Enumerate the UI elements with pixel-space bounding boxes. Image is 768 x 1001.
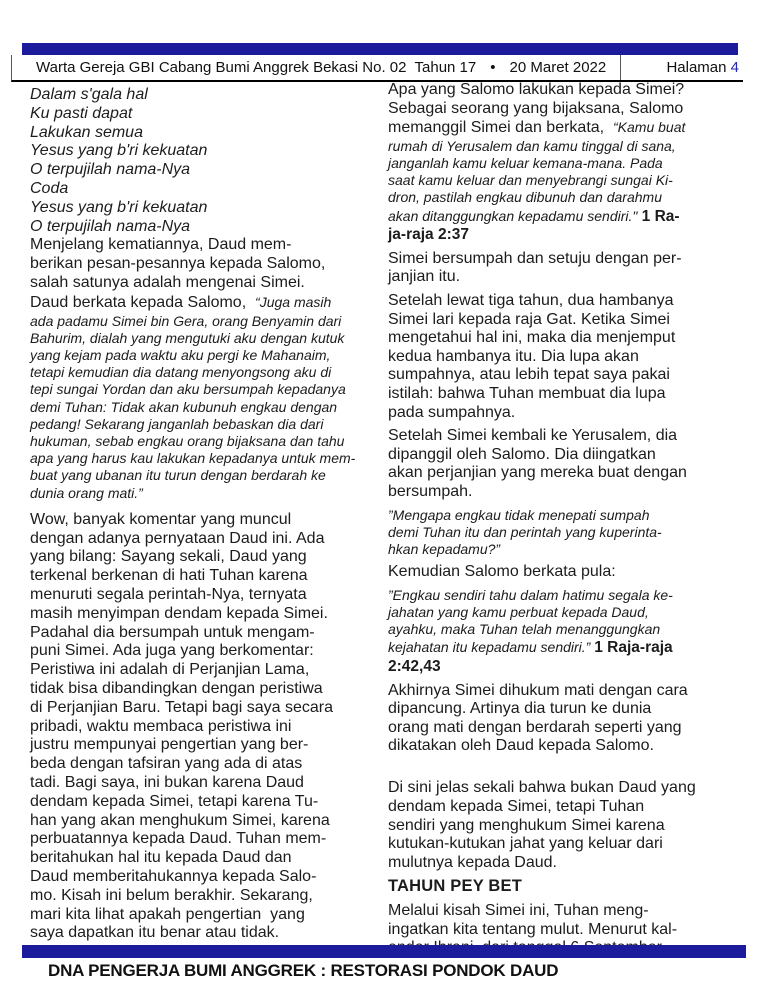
text-line: [388, 541, 752, 558]
text-segment: tetapi kemudian dia datang menyongsong aku di: [30, 364, 332, 381]
text-segment: dendam kepada Simei, tetapi Tuhan: [388, 798, 645, 816]
text-segment: Kemudian Salomo berkata pula:: [388, 563, 616, 581]
text-line: [30, 330, 382, 347]
text-line: [30, 433, 382, 450]
text-line: [388, 464, 752, 483]
text-line: [30, 105, 382, 124]
text-line: [388, 226, 752, 245]
song-lyrics: [30, 86, 382, 236]
page-number-value: 4: [730, 59, 739, 76]
text-segment: Setelah Simei kembali ke Yerusalem, dia: [388, 427, 678, 445]
text-line: [30, 868, 382, 887]
text-line: [30, 718, 382, 737]
text-segment: beritahukan hal itu kepada Daud dan: [30, 849, 292, 867]
text-segment: Dalam s'gala hal: [30, 86, 148, 103]
text-segment: Yesus yang b'ri kekuatan: [30, 142, 208, 160]
text-line: [30, 236, 382, 255]
text-line: [388, 658, 752, 677]
text-line: [30, 642, 382, 661]
text-line: [30, 755, 382, 774]
text-line: [30, 680, 382, 699]
text-segment: ada padamu Simei bin Gera, orang Benyamin dari: [30, 312, 342, 329]
text-line: [388, 250, 752, 269]
text-segment: mulutnya kepada Daud.: [388, 853, 557, 871]
text-line: [30, 812, 382, 831]
text-segment: berikan pesan-pesannya kepada Salomo,: [30, 255, 326, 273]
text-line: [388, 817, 752, 836]
text-line: [388, 779, 752, 798]
text-line: [388, 719, 752, 738]
text-segment: Simei lari kepada raja Gat. Ketika Simei: [388, 310, 670, 328]
text-segment: Daud berkata kepada Salomo,: [30, 293, 256, 311]
text-line: [30, 364, 382, 381]
text-line: [388, 404, 752, 423]
text-segment: ja-raja 2:37: [388, 226, 469, 244]
text-segment: terkenal berkenan di hati Tuhan karena: [30, 567, 308, 585]
text-segment: TAHUN PEY BET: [388, 877, 523, 896]
text-segment: Apa yang Salomo lakukan kepada Simei?: [388, 81, 685, 98]
text-line: [388, 638, 752, 658]
text-line: [388, 621, 752, 638]
bullet-separator: •: [490, 59, 496, 76]
text-segment: mengetahui hal ini, maka dia menjemput: [388, 329, 676, 347]
text-line: [30, 467, 382, 484]
text-segment: tepi sungai Yordan dan aku bersumpah kepadanya: [30, 381, 346, 398]
text-segment: jahatan yang kamu perbuat kepada Daud,: [388, 603, 649, 620]
text-segment: demi Tuhan: Tidak akan kubunuh engkau dengan: [30, 398, 338, 415]
text-line: [388, 311, 752, 330]
text-line: [388, 921, 752, 940]
text-line: [388, 835, 752, 854]
text-line: [388, 189, 752, 206]
text-line: [30, 381, 382, 398]
text-segment: masih menyimpan dendam kepada Simei.: [30, 604, 328, 622]
page-number-cell: [620, 55, 743, 80]
text-line: [30, 86, 382, 105]
text-segment: hukuman, sebab engkau orang bijaksana dan tahu: [30, 432, 345, 449]
text-line: [30, 218, 382, 237]
text-segment: Ku pasti dapat: [30, 104, 133, 122]
text-segment: “Juga masih: [255, 293, 332, 310]
text-line: [388, 877, 752, 897]
text-line: [30, 313, 382, 330]
text-line: [30, 661, 382, 680]
text-line: [388, 172, 752, 189]
text-line: [388, 385, 752, 404]
text-segment: kutukan-kutukan jahat yang keluar dari: [388, 835, 663, 853]
text-segment: Bahurim, dialah yang mengutuki aku dengan kutuk: [30, 329, 345, 346]
text-segment: tidak bisa dibandingkan dengan peristiwa: [30, 679, 323, 697]
paragraph-komentar: [30, 511, 382, 943]
text-segment: akan perjanjian yang mereka buat dengan: [388, 464, 687, 482]
text-segment: bersumpah.: [388, 482, 473, 500]
text-segment: Yesus yang b'ri kekuatan: [30, 198, 208, 216]
text-segment: O terpujilah nama-Nya: [30, 217, 191, 235]
text-line: [388, 483, 752, 502]
text-segment: Coda: [30, 179, 69, 197]
paragraph-daud-pesan: [30, 236, 382, 501]
text-line: [388, 446, 752, 465]
text-segment: Akhirnya Simei dihukum mati dengan cara: [388, 681, 688, 699]
text-segment: dikatakan oleh Daud kepada Salomo.: [388, 737, 654, 755]
paragraph-kembali-yerusalem: [388, 427, 752, 501]
paragraph-dihukum-mati: [388, 682, 752, 775]
text-segment: kejahatan itu kepadamu sendiri.”: [388, 639, 595, 656]
paragraph-bersumpah: [388, 250, 752, 287]
text-line: [30, 485, 382, 502]
text-line: [30, 887, 382, 906]
text-segment: demi Tuhan itu dan perintah yang kuperinta-: [388, 523, 662, 540]
text-segment: mari kita lihat apakah pengertian yang: [30, 905, 305, 923]
text-line: [388, 329, 752, 348]
text-line: [30, 530, 382, 549]
text-line: [30, 736, 382, 755]
quote-mengapa: [388, 507, 752, 559]
text-line: [388, 348, 752, 367]
text-line: [30, 511, 382, 530]
text-segment: dron, pastilah engkau dibunuh dan darahmu: [388, 189, 662, 206]
text-line: [30, 180, 382, 199]
text-segment: ayahku, maka Tuhan telah menanggungkan: [388, 621, 661, 638]
text-line: [388, 81, 752, 100]
paragraph-salomo-simei: [388, 81, 752, 245]
text-segment: 1 Raja-raja: [594, 639, 673, 657]
text-line: [30, 274, 382, 293]
text-segment: Peristiwa ini adalah di Perjanjian Lama,: [30, 661, 310, 679]
text-segment: janjian itu.: [388, 268, 461, 286]
text-segment: justru mempunyai pengertian yang ber-: [30, 736, 309, 754]
text-line: [388, 366, 752, 385]
footer-title: DNA PENGERJA BUMI ANGGREK : RESTORASI PONDOK DAUD: [48, 961, 559, 980]
text-segment: pada sumpahnya.: [388, 403, 516, 421]
text-segment: Daud memberitahukannya kepada Salo-: [30, 867, 317, 885]
text-line: [30, 548, 382, 567]
text-line: [388, 268, 752, 287]
text-segment: orang mati dengan berdarah seperti yang: [388, 718, 682, 736]
quote-engkau-sendiri: [388, 587, 752, 677]
text-line: [30, 924, 382, 943]
text-segment: tadi. Bagi saya, ini bukan karena Daud: [30, 773, 304, 791]
newsletter-masthead: [12, 59, 620, 76]
paragraph-kemudian: [388, 563, 752, 582]
text-segment: pedang! Sekarang janganlah bebaskan dia dari: [30, 415, 324, 432]
text-line: [388, 427, 752, 446]
text-line: [30, 124, 382, 143]
text-line: [30, 624, 382, 643]
paragraph-tiga-tahun: [388, 292, 752, 422]
page-header: [11, 55, 743, 82]
text-line: [30, 161, 382, 180]
text-segment: ”Engkau sendiri tahu dalam hatimu segala ke-: [388, 586, 673, 603]
text-segment: Di sini jelas sekali bahwa bukan Daud yang: [388, 779, 696, 797]
text-line: [30, 793, 382, 812]
text-segment: perbuatannya kepada Daud. Tuhan mem-: [30, 830, 327, 848]
text-segment: apa yang harus kau lakukan kepadanya untuk mem-: [30, 450, 356, 467]
text-segment: saat kamu keluar dan menyebrangi sungai Ki-: [388, 172, 673, 189]
text-segment: salah satunya adalah mengenai Simei.: [30, 273, 305, 291]
text-segment: Wow, banyak komentar yang muncul: [30, 510, 292, 528]
page-number-label: Halaman: [666, 59, 731, 76]
text-line: [388, 798, 752, 817]
text-segment: kedua hambanya itu. Dia lupa akan: [388, 347, 639, 365]
text-segment: akan ditanggungkan kepadamu sendiri.": [388, 207, 638, 224]
masthead-title: Warta Gereja GBI Cabang Bumi Anggrek Bekasi No. 02 Tahun 17: [36, 59, 477, 76]
text-line: [30, 399, 382, 416]
heading-tahun-pey-bet: [388, 877, 752, 897]
text-segment: istilah: bahwa Tuhan membuat dia lupa: [388, 384, 666, 402]
text-segment: Setelah lewat tiga tahun, dua hambanya: [388, 291, 674, 309]
text-segment: Sebagai seorang yang bijaksana, Salomo: [388, 99, 684, 117]
masthead-date: 20 Maret 2022: [509, 59, 607, 76]
paragraph-jelas-sekali: [388, 779, 752, 872]
text-segment: Menjelang kematiannya, Daud mem-: [30, 236, 292, 254]
text-line: [30, 450, 382, 467]
text-line: [388, 700, 752, 719]
text-segment: mo. Kisah ini belum berakhir. Sekarang,: [30, 886, 313, 904]
text-segment: “Kamu buat: [613, 119, 686, 136]
text-segment: pribadi, waktu membaca peristiwa ini: [30, 717, 292, 735]
text-line: [30, 199, 382, 218]
text-segment: dengan adanya pernyataan Daud ini. Ada: [30, 529, 325, 547]
text-line: [30, 774, 382, 793]
right-column: [388, 81, 752, 963]
text-segment: memanggil Simei dan berkata,: [388, 119, 613, 137]
text-line: [388, 100, 752, 119]
text-line: [30, 347, 382, 364]
text-line: [30, 567, 382, 586]
text-line: [30, 586, 382, 605]
text-line: [388, 207, 752, 227]
text-segment: Lakukan semua: [30, 123, 143, 141]
text-segment: yang kejam pada waktu aku pergi ke Mahanaim,: [30, 346, 331, 363]
text-segment: sendiri yang menghukum Simei karena: [388, 816, 665, 834]
text-segment: ingatkan kita tentang mulut. Menurut kal-: [388, 920, 678, 938]
text-line: [388, 524, 752, 541]
text-line: [388, 563, 752, 582]
text-segment: O terpujilah nama-Nya: [30, 161, 191, 179]
text-segment: di Perjanjian Baru. Tetapi bagi saya secara: [30, 698, 333, 716]
text-line: [30, 293, 382, 313]
text-segment: menuruti segala perintah-Nya, ternyata: [30, 585, 307, 603]
text-line: [388, 737, 752, 756]
text-segment: 2:42,43: [388, 657, 441, 675]
text-line: [388, 854, 752, 873]
text-segment: buat yang ubanan itu turun dengan berdarah ke: [30, 467, 326, 484]
text-segment: sumpahnya, atau lebih tepat saya pakai: [388, 366, 670, 384]
text-line: [388, 118, 752, 138]
footer-accent-bar: [22, 945, 746, 958]
text-segment: yang bilang: Sayang sekali, Daud yang: [30, 548, 307, 566]
text-line: [388, 292, 752, 311]
text-segment: han yang akan menghukum Simei, karena: [30, 811, 330, 829]
text-line: [388, 587, 752, 604]
text-line: [388, 756, 752, 775]
top-accent-bar: [22, 43, 738, 55]
text-line: [30, 830, 382, 849]
text-line: [30, 255, 382, 274]
text-line: [30, 142, 382, 161]
text-line: [388, 902, 752, 921]
text-segment: Padahal dia bersumpah untuk mengam-: [30, 623, 315, 641]
text-line: [30, 849, 382, 868]
left-column: [30, 86, 382, 943]
text-line: [388, 682, 752, 701]
text-segment: dipancung. Artinya dia turun ke dunia: [388, 700, 652, 718]
text-line: [388, 138, 752, 155]
text-segment: dipanggil oleh Salomo. Dia diingatkan: [388, 445, 656, 463]
text-segment: Melalui kisah Simei ini, Tuhan meng-: [388, 902, 649, 920]
text-segment: beda dengan tafsiran yang ada di atas: [30, 755, 303, 773]
text-line: [388, 155, 752, 172]
text-segment: janganlah kamu keluar kemana-mana. Pada: [388, 154, 663, 171]
text-segment: ”Mengapa engkau tidak menepati sumpah: [388, 506, 650, 523]
text-line: [30, 416, 382, 433]
text-line: [388, 604, 752, 621]
text-segment: dunia orang mati.”: [30, 484, 143, 501]
text-segment: rumah di Yerusalem dan kamu tinggal di sana,: [388, 137, 676, 154]
text-line: [30, 605, 382, 624]
text-segment: puni Simei. Ada juga yang berkomentar:: [30, 642, 314, 660]
text-segment: hkan kepadamu?”: [388, 540, 501, 557]
text-line: [30, 906, 382, 925]
text-segment: saya dapatkan itu benar atau tidak.: [30, 924, 280, 942]
text-line: [30, 699, 382, 718]
text-segment: dendam kepada Simei, tetapi karena Tu-: [30, 792, 319, 810]
text-segment: Simei bersumpah dan setuju dengan per-: [388, 249, 682, 267]
text-line: [388, 507, 752, 524]
text-segment: 1 Ra-: [637, 207, 680, 225]
